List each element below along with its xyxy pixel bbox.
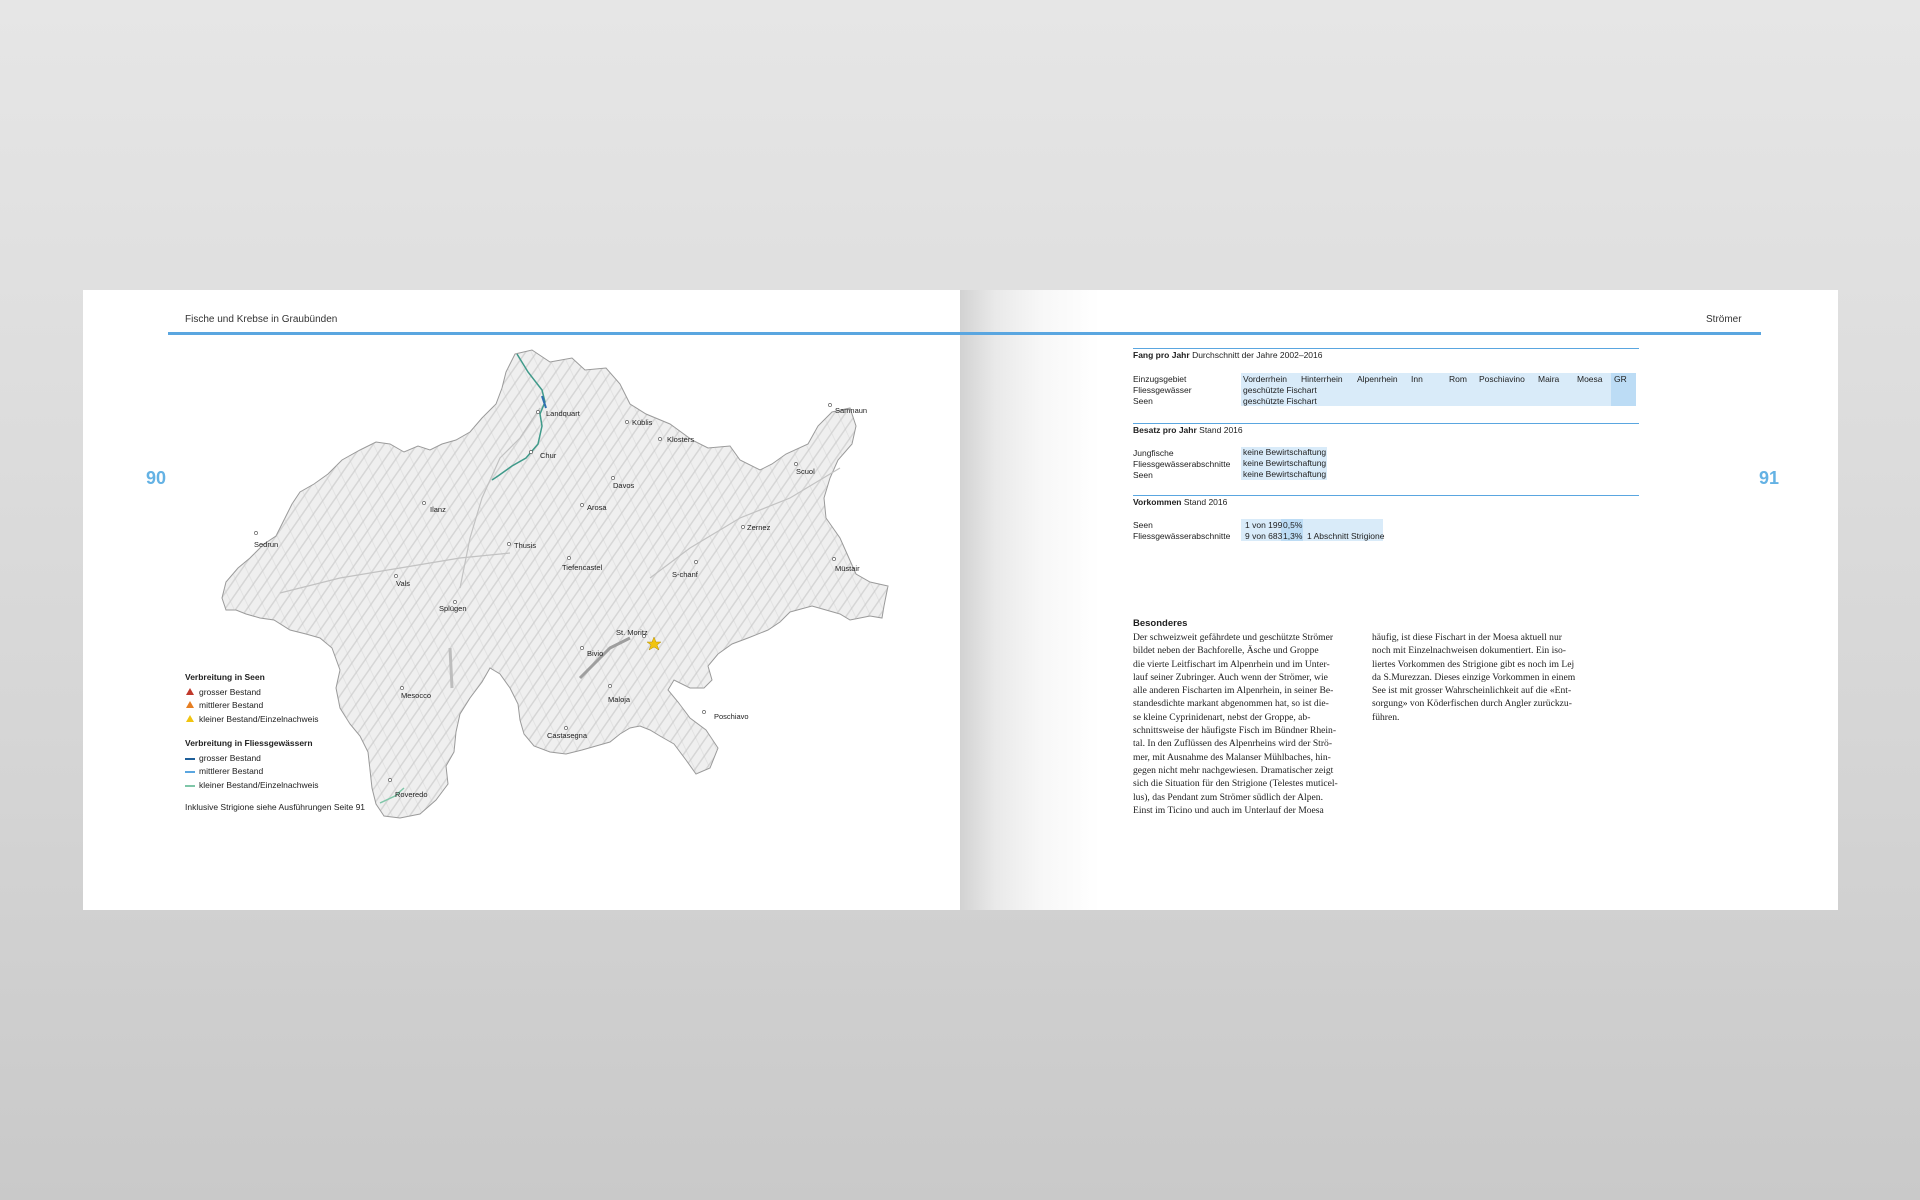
text-line: häufig, ist diese Fischart in der Moesa aktuell nur xyxy=(1372,632,1562,643)
text-line: alle anderen Fischarten im Alpenrhein, in seiner Be- xyxy=(1133,685,1334,697)
town-label: Thusis xyxy=(514,541,537,550)
legend-rivers-title: Verbreitung in Fliessgewässern xyxy=(185,737,313,748)
town-label: Bivio xyxy=(587,649,604,658)
legend-lakes-title: Verbreitung in Seen xyxy=(185,672,265,682)
vorkommen-note: 1 Abschnitt Strigione xyxy=(1307,531,1385,541)
town-label: Davos xyxy=(613,481,635,490)
fang-heading: Fang pro Jahr Durchschnitt der Jahre 2002–2016 xyxy=(1133,350,1323,360)
text-line: da S.Murezzan. Dieses einzige Vorkommen in einem xyxy=(1372,671,1576,683)
town-label: Klosters xyxy=(667,435,695,444)
town-label: St. Moritz xyxy=(616,628,648,637)
text-line: liertes Vorkommen des Strigione gibt es noch im Lej xyxy=(1372,658,1575,670)
text-line: See ist mit grosser Wahrscheinlichkeit auf die «Ent- xyxy=(1372,685,1572,697)
vorkommen-count: 1 von 199 xyxy=(1245,520,1283,530)
town-label: Müstair xyxy=(835,564,860,573)
besonderes-column-1 xyxy=(1133,631,1355,817)
row-label: Seen xyxy=(1133,520,1153,530)
besonderes-title: Besonderes xyxy=(1133,618,1188,629)
header-rule xyxy=(168,332,1761,335)
row-label: Einzugsgebiet xyxy=(1133,374,1187,384)
town-label: Castasegna xyxy=(547,731,588,740)
text-line: lauf seiner Zubringer. Auch wenn der Strömer, wie xyxy=(1133,671,1328,683)
text-line: Einst im Ticino und auch im Unterlauf der Moesa xyxy=(1133,804,1324,816)
catchment-gr: GR xyxy=(1614,374,1627,384)
text-line: schnittsweise der häufigste Fisch im Bündner Rhein- xyxy=(1133,725,1337,737)
legend-item: kleiner Bestand/Einzelnachweis xyxy=(185,778,365,792)
vorkommen-heading: Vorkommen Stand 2016 xyxy=(1133,497,1228,507)
vorkommen-count: 9 von 683 xyxy=(1245,531,1283,541)
text-line: gegen nicht mehr nachgewiesen. Dramatischer zeigt xyxy=(1133,764,1334,776)
catchment-hinterrhein: Hinterrhein xyxy=(1301,374,1343,384)
row-label: Fliessgewässer xyxy=(1133,385,1192,395)
vorkommen-pct: 1,3% xyxy=(1283,531,1303,541)
catchment-poschiavino: Poschiavino xyxy=(1479,374,1525,384)
text-line: mer, mit Ausnahme des Malanser Mühlbaches, hin- xyxy=(1133,751,1331,763)
fang-fliess-value: geschützte Fischart xyxy=(1243,385,1317,395)
text-line: führen. xyxy=(1372,711,1400,723)
text-line: Der schweizweit gefährdete und geschützte Strömer xyxy=(1133,632,1334,643)
row-label: Seen xyxy=(1133,396,1153,406)
town-label: Mesocco xyxy=(401,691,432,700)
text-line: tal. In den Zuflüssen des Alpenrheins wird der Strö- xyxy=(1133,738,1333,750)
catchment-rom: Rom xyxy=(1449,374,1467,384)
legend-item: mittlerer Bestand xyxy=(185,699,365,713)
text-line: bildet neben der Bachforelle, Äsche und Groppe xyxy=(1133,645,1319,657)
row-label: Seen xyxy=(1133,470,1153,480)
legend-note: Inklusive Strigione siehe Ausführungen Seite 91 xyxy=(185,801,366,812)
besatz-value: keine Bewirtschaftung xyxy=(1243,469,1327,479)
row-label: Jungfische xyxy=(1133,448,1174,458)
text-line: die vierte Leitfischart im Alpenrhein und im Unter- xyxy=(1133,658,1330,670)
legend-item: kleiner Bestand/Einzelnachweis xyxy=(185,712,365,726)
besatz-value: keine Bewirtschaftung xyxy=(1243,447,1327,457)
town-label: Maloja xyxy=(608,695,631,704)
row-label: Fliessgewässerabschnitte xyxy=(1133,531,1231,541)
running-head-left: Fische und Krebse in Graubünden xyxy=(185,314,338,325)
vorkommen-pct: 0,5% xyxy=(1283,520,1303,530)
town-label: Splügen xyxy=(439,604,467,613)
page-number-left: 90 xyxy=(146,468,167,488)
legend-item: mittlerer Bestand xyxy=(185,764,365,778)
town-label: Küblis xyxy=(632,418,653,427)
catchment-inn: Inn xyxy=(1411,374,1423,384)
town-label: Sedrun xyxy=(254,540,279,549)
town-label: Samnaun xyxy=(835,406,868,415)
town-label: S-chanf xyxy=(672,570,698,579)
catchment-vorderrhein: Vorderrhein xyxy=(1243,374,1287,384)
besatz-heading: Besatz pro Jahr Stand 2016 xyxy=(1133,425,1243,435)
running-head-right: Strömer xyxy=(1706,314,1742,325)
besonderes-column-2 xyxy=(1372,631,1594,724)
text-line: noch mit Einzelnachweisen dokumentiert. Ein iso- xyxy=(1372,645,1566,657)
text-line: standesdichte markant abgenommen hat, so ist die- xyxy=(1133,698,1329,710)
town-label: Scuol xyxy=(796,467,815,476)
fang-seen-value: geschützte Fischart xyxy=(1243,396,1317,406)
page-number-right: 91 xyxy=(1759,468,1780,488)
catchment-maira: Maira xyxy=(1538,374,1560,384)
town-label: Chur xyxy=(540,451,557,460)
text-line: lus), das Pendant zum Strömer südlich der Alpen. xyxy=(1133,791,1323,803)
text-line: sorgung» von Köderfischen durch Angler zurückzu- xyxy=(1372,698,1572,710)
catchment-moesa: Moesa xyxy=(1577,374,1603,384)
map-legend xyxy=(185,672,365,812)
text-line: se kleine Cyprinidenart, nebst der Groppe, ab- xyxy=(1133,711,1311,723)
besatz-value: keine Bewirtschaftung xyxy=(1243,458,1327,468)
town-label: Arosa xyxy=(587,503,607,512)
town-label: Vals xyxy=(396,579,411,588)
legend-item: grosser Bestand xyxy=(185,685,365,699)
legend-item: grosser Bestand xyxy=(185,751,365,765)
stats-panel xyxy=(1133,348,1639,548)
town-label: Tiefencastel xyxy=(562,563,603,572)
town-label: Roveredo xyxy=(395,790,428,799)
town-label: Zernez xyxy=(747,523,771,532)
row-label: Fliessgewässerabschnitte xyxy=(1133,459,1231,469)
town-label: Ilanz xyxy=(430,505,446,514)
catchment-alpenrhein: Alpenrhein xyxy=(1357,374,1398,384)
text-line: sich die Situation für den Strigione (Telestes muticel- xyxy=(1133,778,1338,790)
town-label: Landquart xyxy=(546,409,580,418)
town-label: Poschiavo xyxy=(714,712,749,721)
